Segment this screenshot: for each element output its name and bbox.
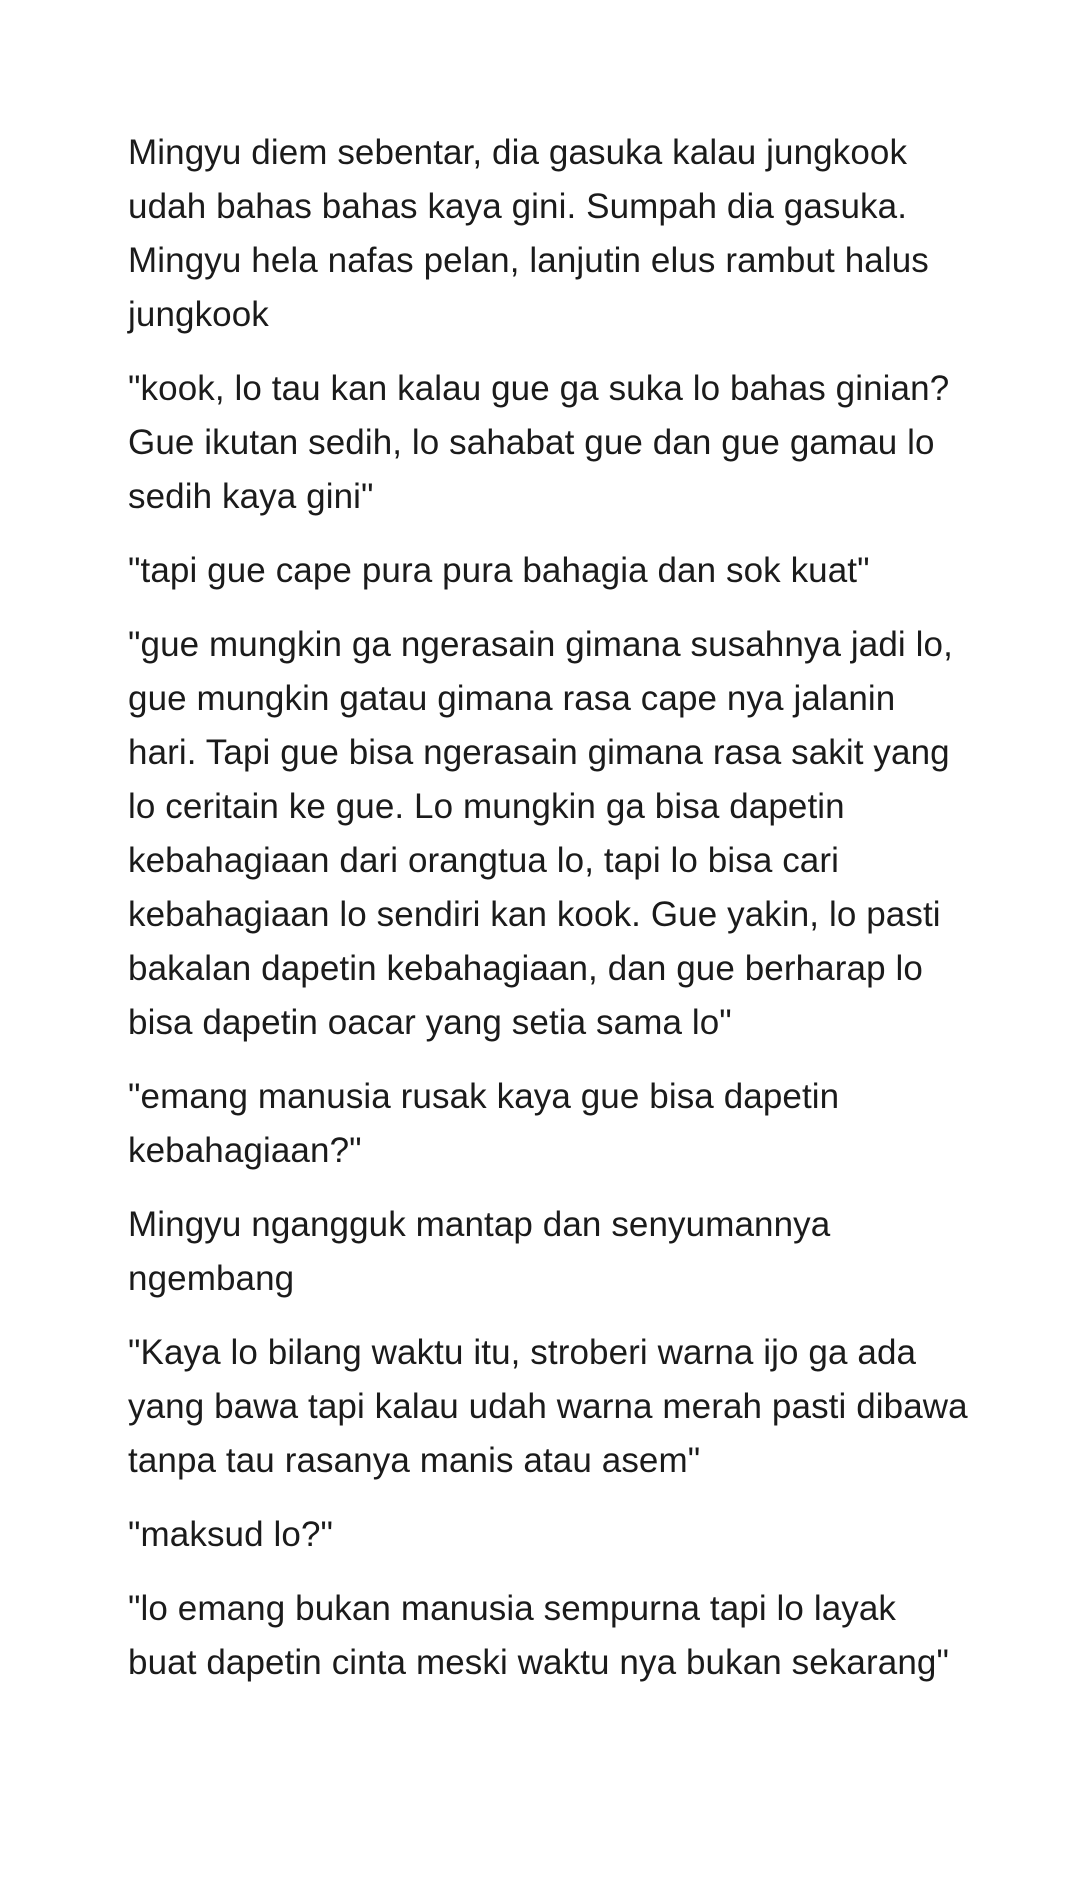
paragraph-1: Mingyu diem sebentar, dia gasuka kalau jungkook udah bahas bahas kaya gini. Sumpah dia gasuka. Mingyu hela nafas pelan, lanjutin elus rambut halus jungkook	[128, 133, 929, 334]
paragraph-9: "lo emang bukan manusia sempurna tapi lo layak buat dapetin cinta meski waktu nya bukan sekarang"	[128, 1589, 949, 1682]
paragraph-7: "Kaya lo bilang waktu itu, stroberi warna ijo ga ada yang bawa tapi kalau udah warna merah pasti dibawa tanpa tau rasanya manis atau asem"	[128, 1333, 968, 1480]
story-page	[128, 126, 968, 1710]
paragraph-4: "gue mungkin ga ngerasain gimana susahnya jadi lo, gue mungkin gatau gimana rasa cape nya jalanin hari. Tapi gue bisa ngerasain gimana rasa sakit yang lo ceritain ke gue. Lo mungkin ga bisa dapetin kebahagiaan dari orangtua lo, tapi lo bisa cari kebahagiaan lo sendiri kan kook. Gue yakin, lo pasti bakalan dapetin kebahagiaan, dan gue berharap lo bisa dapetin oacar yang setia sama lo"	[128, 625, 953, 1042]
paragraph-2: "kook, lo tau kan kalau gue ga suka lo bahas ginian? Gue ikutan sedih, lo sahabat gue dan gue gamau lo sedih kaya gini"	[128, 369, 950, 516]
paragraph-6: Mingyu ngangguk mantap dan senyumannya ngembang	[128, 1205, 831, 1298]
paragraph-8: "maksud lo?"	[128, 1515, 334, 1554]
paragraph-3: "tapi gue cape pura pura bahagia dan sok kuat"	[128, 551, 870, 590]
paragraph-5: "emang manusia rusak kaya gue bisa dapetin kebahagiaan?"	[128, 1077, 840, 1170]
